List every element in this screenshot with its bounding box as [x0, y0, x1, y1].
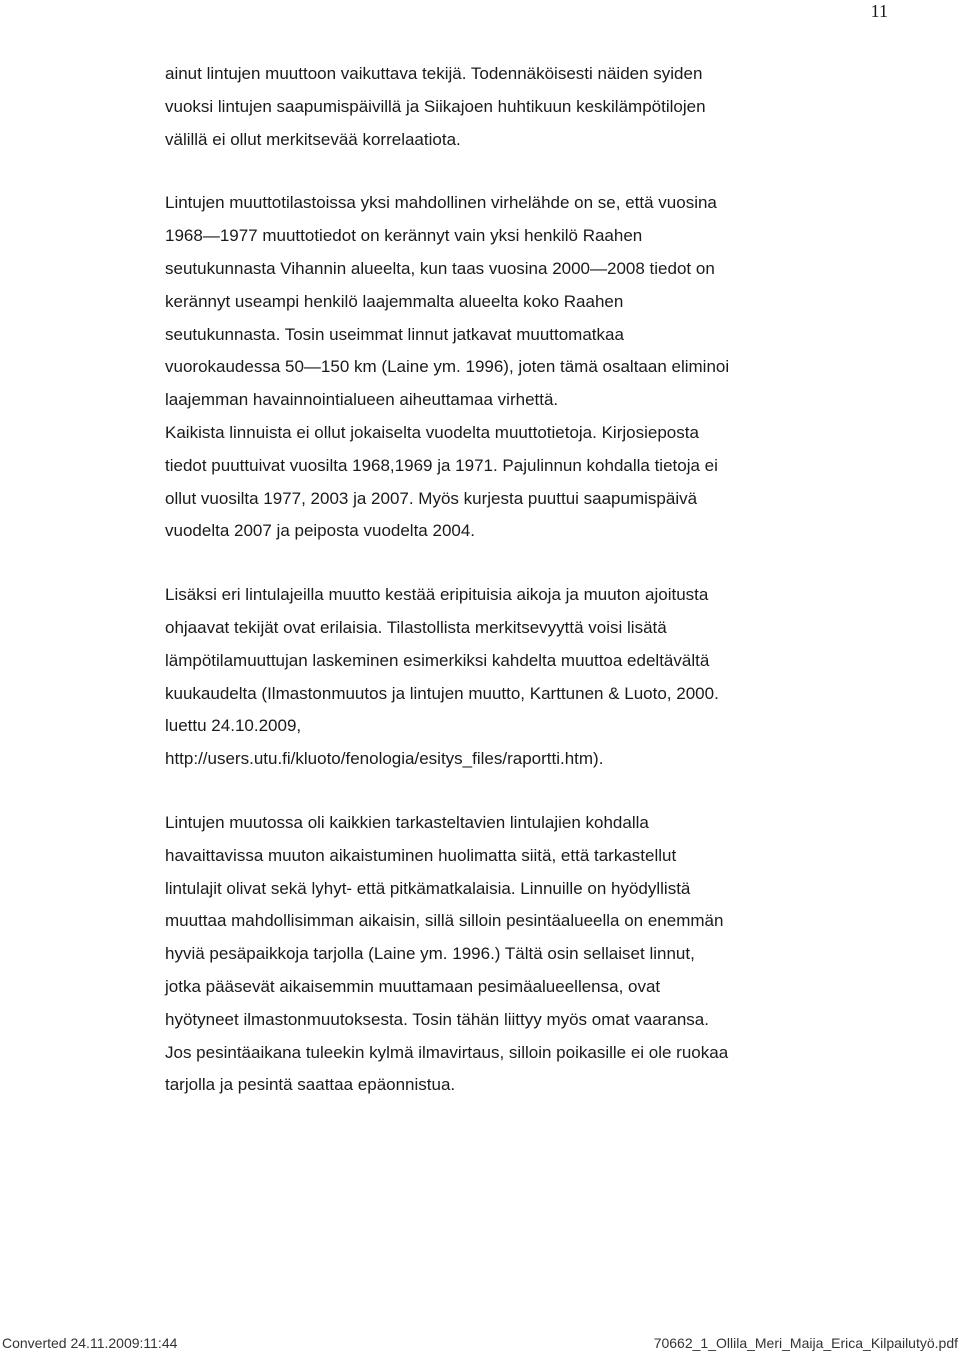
text-line: laajemman havainnointialueen aiheuttamaa virhettä. [165, 390, 559, 410]
text-line: Jos pesintäaikana tuleekin kylmä ilmavirtaus, silloin poikasille ei ole ruokaa [165, 1042, 729, 1062]
text-line: lintulajit olivat sekä lyhyt- että pitkämatkalaisia. Linnuille on hyödyllistä [165, 878, 691, 898]
footer-filename: 70662_1_Ollila_Meri_Maija_Erica_Kilpailutyö.pdf [653, 1335, 958, 1351]
paragraph-spacer [165, 776, 805, 807]
page-number: 11 [870, 1, 888, 21]
paragraph-spacer [165, 548, 805, 579]
text-line: vuorokaudessa 50—150 km (Laine ym. 1996), joten tämä osaltaan eliminoi [165, 357, 730, 377]
text-line: tarjolla ja pesintä saattaa epäonnistua. [165, 1075, 456, 1095]
text-line: vuoksi lintujen saapumispäivillä ja Siikajoen huhtikuun keskilämpötilojen [165, 96, 706, 116]
text-line: seutukunnasta Vihannin alueelta, kun taas vuosina 2000—2008 tiedot on [165, 258, 715, 278]
text-line: 1968—1977 muuttotiedot on kerännyt vain yksi henkilö Raahen [165, 226, 643, 246]
text-line: kuukaudelta (Ilmastonmuutos ja lintujen muutto, Karttunen & Luoto, 2000. [165, 683, 719, 703]
text-line: luettu 24.10.2009, [165, 716, 302, 736]
text-line: lämpötilamuuttujan laskeminen esimerkiksi kahdelta muuttoa edeltävältä [165, 650, 710, 670]
paragraph-spacer [165, 156, 805, 187]
text-line: Kaikista linnuista ei ollut jokaiselta vuodelta muuttotietoja. Kirjosieposta [165, 422, 699, 442]
text-line: ainut lintujen muuttoon vaikuttava tekijä. Todennäköisesti näiden syiden [165, 64, 703, 83]
text-line: muuttaa mahdollisimman aikaisin, sillä silloin pesintäalueella on enemmän [165, 911, 724, 931]
paragraph-2 [165, 187, 805, 548]
document-body [165, 58, 805, 1102]
footer-converted-date: Converted 24.11.2009:11:44 [2, 1335, 178, 1351]
text-line: Lisäksi eri lintulajeilla muutto kestää eripituisia aikoja ja muuton ajoitusta [165, 585, 709, 605]
text-line: ollut vuosilta 1977, 2003 ja 2007. Myös kurjesta puuttui saapumispäivä [165, 488, 698, 508]
text-line: vuodelta 2007 ja peiposta vuodelta 2004. [165, 521, 476, 541]
text-line: hyviä pesäpaikkoja tarjolla (Laine ym. 1996.) Tältä osin sellaiset linnut, [165, 944, 695, 964]
text-line: Lintujen muutossa oli kaikkien tarkasteltavien lintulajien kohdalla [165, 812, 649, 832]
text-line: hyötyneet ilmastonmuutoksesta. Tosin tähän liittyy myös omat vaaransa. [165, 1009, 709, 1029]
paragraph-4 [165, 807, 805, 1102]
reference-url[interactable]: http://users.utu.fi/kluoto/fenologia/esitys_files/raportti.htm). [165, 749, 604, 769]
text-line: välillä ei ollut merkitsevää korrelaatiota. [165, 129, 461, 149]
text-line: tiedot puuttuivat vuosilta 1968,1969 ja 1971. Pajulinnun kohdalla tietoja ei [165, 455, 718, 475]
text-line: jotka pääsevät aikaisemmin muuttamaan pesimäalueellensa, ovat [165, 976, 661, 996]
text-line: Lintujen muuttotilastoissa yksi mahdollinen virhelähde on se, että vuosina [165, 193, 717, 213]
text-line: havaittavissa muuton aikaistuminen huolimatta siitä, että tarkastellut [165, 845, 677, 865]
text-line: seutukunnasta. Tosin useimmat linnut jatkavat muuttomatkaa [165, 324, 624, 344]
paragraph-1 [165, 58, 805, 156]
text-line: kerännyt useampi henkilö laajemmalta alueelta koko Raahen [165, 291, 624, 311]
paragraph-3 [165, 579, 805, 776]
text-line: ohjaavat tekijät ovat erilaisia. Tilastollista merkitsevyyttä voisi lisätä [165, 617, 667, 637]
